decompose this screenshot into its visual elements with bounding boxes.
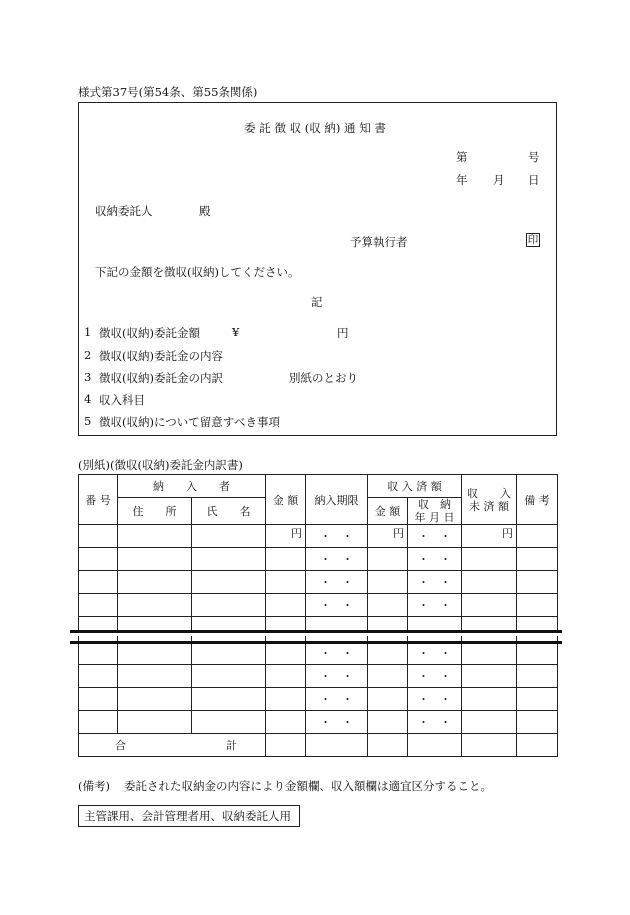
- note-label: (備考): [78, 779, 110, 793]
- table-break-line-bottom: [70, 641, 562, 644]
- received-date-dots: ・ ・: [408, 548, 462, 571]
- header-received: 収 入 済 額: [368, 475, 462, 498]
- header-name: 氏 名: [192, 498, 266, 525]
- date-year: 年: [456, 173, 468, 187]
- table-row: [79, 594, 558, 617]
- header-address: 住 所: [118, 498, 192, 525]
- due-dots: ・ ・: [306, 642, 368, 665]
- unit-yen: 円: [368, 525, 408, 548]
- header-unreceived-top: 収 入: [467, 486, 511, 500]
- table-break-line-top: [70, 630, 562, 633]
- header-number: 番 号: [79, 475, 118, 525]
- due-dots: ・ ・: [306, 525, 368, 548]
- item-3-num: 3: [84, 370, 92, 384]
- item-4-label: 収入科目: [99, 393, 145, 407]
- date-month: 月: [493, 173, 505, 187]
- header-due: 納入期限: [306, 475, 368, 525]
- number-dai: 第: [456, 150, 468, 164]
- table-row: [79, 642, 558, 665]
- due-dots: ・ ・: [306, 571, 368, 594]
- item-3-label: 徴収(収納)委託金の内訳: [99, 371, 223, 385]
- addressee-label: 収納委託人: [95, 204, 153, 218]
- due-dots: ・ ・: [306, 665, 368, 688]
- table-row: [79, 548, 558, 571]
- header-received-date: [408, 498, 462, 525]
- total-right: 計: [226, 739, 237, 752]
- header-remarks: 備 考: [517, 475, 558, 525]
- table-row: [79, 571, 558, 594]
- received-date-dots: ・ ・: [408, 688, 462, 711]
- table-row: [79, 525, 558, 548]
- due-dots: ・ ・: [306, 594, 368, 617]
- honorific: 殿: [199, 204, 211, 218]
- total-label: [79, 734, 266, 757]
- header-received-amount: 金 額: [368, 498, 408, 525]
- date-day: 日: [528, 173, 540, 187]
- due-dots: ・ ・: [306, 548, 368, 571]
- received-date-dots: ・ ・: [408, 594, 462, 617]
- item-1-num: 1: [84, 325, 92, 339]
- total-row: [79, 734, 558, 757]
- received-date-dots: ・ ・: [408, 711, 462, 734]
- received-date-dots: ・ ・: [408, 642, 462, 665]
- form-id: 様式第37号(第54条、第55条関係): [78, 85, 258, 99]
- breakdown-table: [78, 474, 558, 757]
- table-row: [79, 665, 558, 688]
- item-1-yen: ¥: [232, 325, 240, 339]
- note-text: 委託された収納金の内容により金額欄、収入額欄は適宜区分すること。: [124, 779, 492, 793]
- unit-yen: 円: [462, 525, 517, 548]
- table-row: [79, 688, 558, 711]
- due-dots: ・ ・: [306, 688, 368, 711]
- item-3-value: 別紙のとおり: [289, 371, 358, 385]
- item-1-en: 円: [337, 326, 349, 340]
- header-payer: 納 入 者: [118, 475, 266, 498]
- item-2-label: 徴収(収納)委託金の内容: [99, 349, 223, 363]
- received-date-dots: ・ ・: [408, 571, 462, 594]
- executor-label: 予算執行者: [350, 235, 408, 249]
- received-date-dots: ・ ・: [408, 665, 462, 688]
- received-date-dots: ・ ・: [408, 525, 462, 548]
- item-4-num: 4: [84, 392, 92, 406]
- ki-mark: 記: [311, 295, 323, 309]
- item-1-label: 徴収(収納)委託金額: [99, 326, 200, 340]
- header-unreceived-bottom: 未 済 額: [469, 499, 509, 513]
- header-received-date-top: 収 納: [418, 498, 451, 511]
- number-go: 号: [528, 150, 540, 164]
- due-dots: ・ ・: [306, 711, 368, 734]
- header-received-date-bottom: 年 月 日: [414, 511, 455, 524]
- table-row: [79, 711, 558, 734]
- unit-yen: 円: [266, 525, 306, 548]
- copies-text: 主管課用、会計管理者用、収納委託人用: [84, 809, 291, 823]
- seal-mark: 印: [527, 234, 539, 246]
- item-5-num: 5: [84, 414, 92, 428]
- header-unreceived: [462, 475, 517, 525]
- request-text: 下記の金額を徴収(収納)してください。: [95, 265, 300, 279]
- header-amount: 金 額: [266, 475, 306, 525]
- notice-title: 委 託 徴 収 (収 納) 通 知 書: [244, 121, 386, 135]
- total-left: 合: [115, 739, 126, 752]
- table-row: [79, 617, 558, 642]
- attachment-title: (別紙)(徴収(収納)委託金内訳書): [78, 458, 243, 472]
- item-2-num: 2: [84, 348, 92, 362]
- item-5-label: 徴収(収納)について留意すべき事項: [99, 415, 281, 429]
